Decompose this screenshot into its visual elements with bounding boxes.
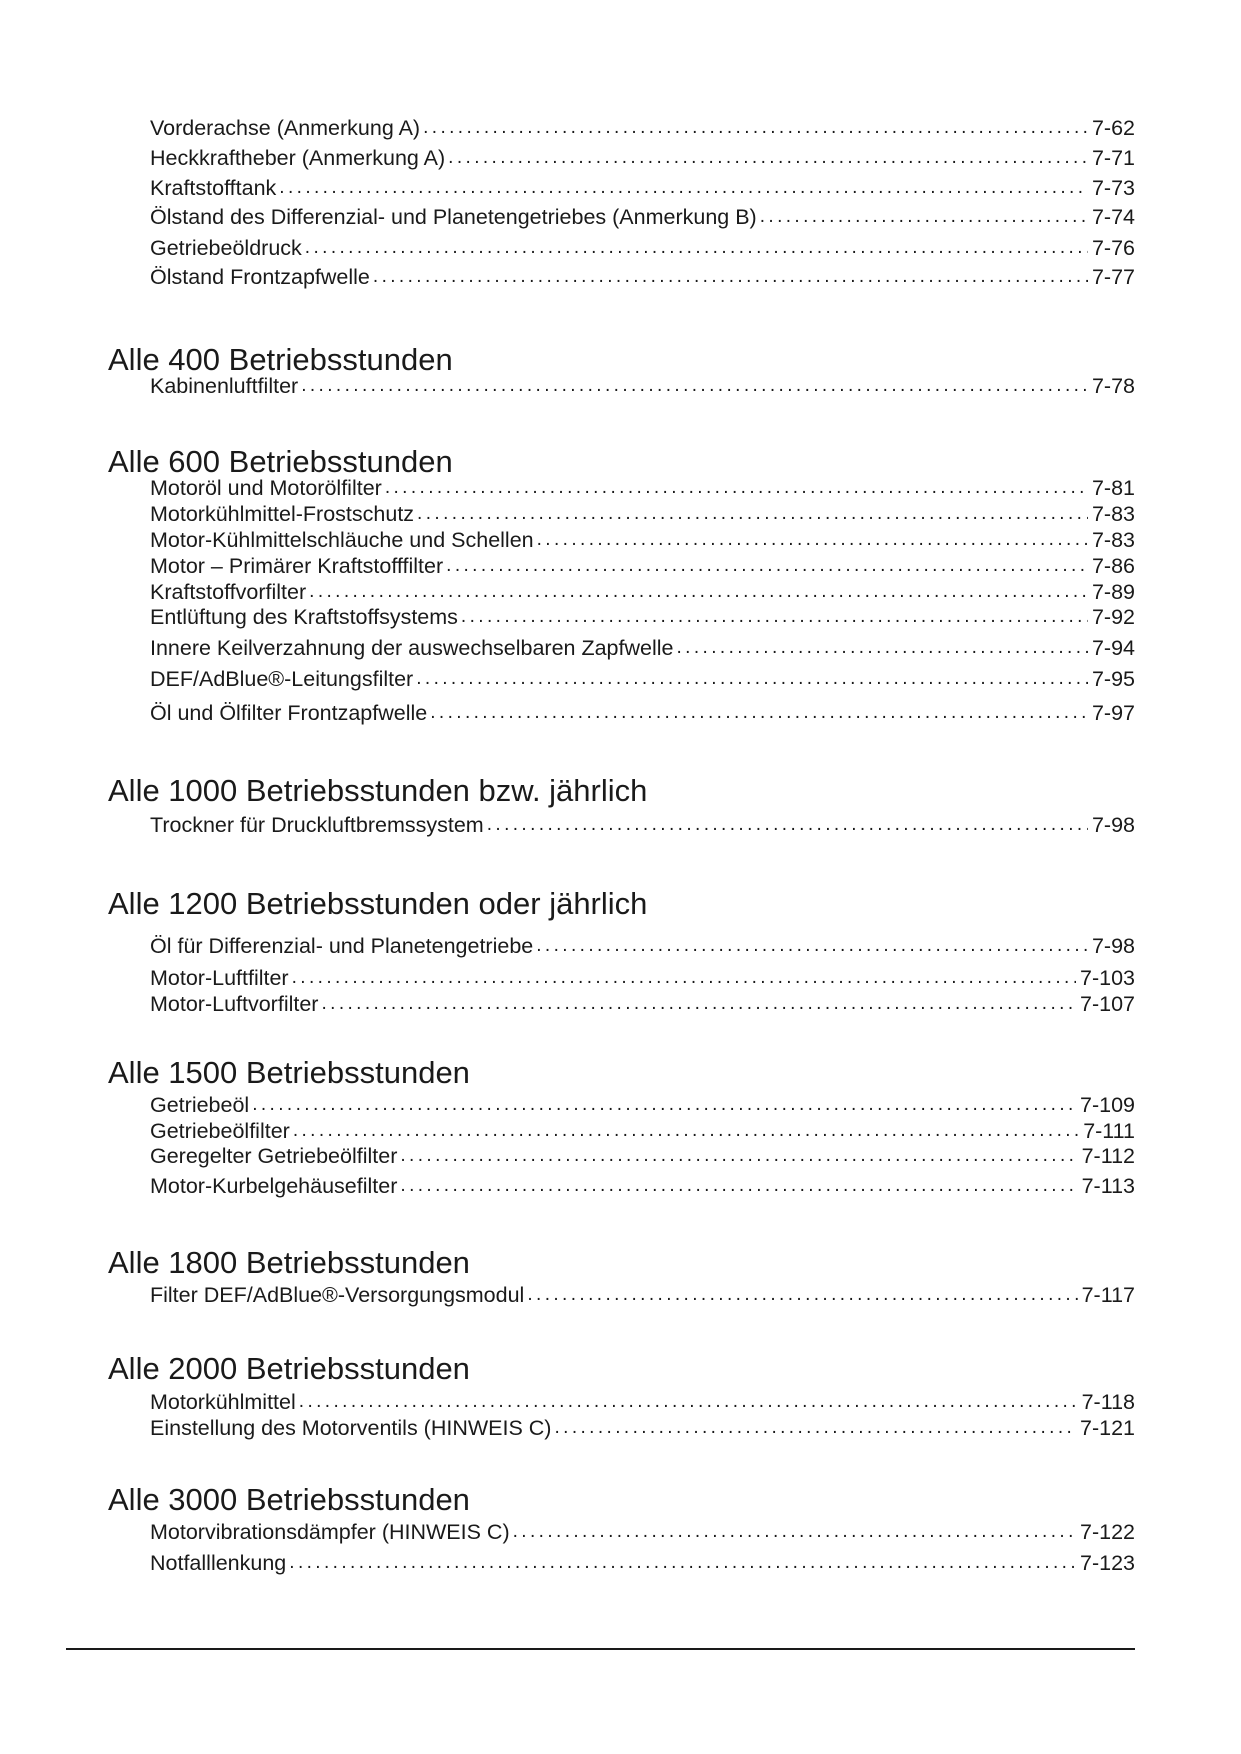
toc-entry-page: 7-71 [1091, 146, 1135, 170]
toc-entry-label: Öl für Differenzial- und Planetengetriebe [150, 934, 534, 958]
toc-entry[interactable] [150, 475, 1135, 501]
toc-entry-label: Motor-Kühlmittelschläuche und Schellen [150, 528, 534, 552]
dot-leader [527, 1282, 1077, 1308]
toc-entry-label: Motor-Kurbelgehäusefilter [150, 1174, 398, 1198]
toc-entry-page: 7-98 [1091, 934, 1135, 958]
toc-entry[interactable] [150, 527, 1135, 553]
toc-entry-page: 7-94 [1091, 636, 1135, 660]
dot-leader [461, 604, 1088, 630]
toc-entry-label: Kabinenluftfilter [150, 374, 299, 398]
toc-entry[interactable] [150, 635, 1135, 661]
toc-entry[interactable] [150, 1415, 1135, 1441]
toc-entry-label: DEF/AdBlue®-Leitungsfilter [150, 667, 414, 691]
dot-leader [321, 991, 1076, 1017]
dot-leader [385, 475, 1088, 501]
toc-entry-label: Einstellung des Motorventils (HINWEIS C) [150, 1416, 552, 1440]
dot-leader [293, 1118, 1079, 1144]
toc-entry[interactable] [150, 175, 1135, 201]
toc-entry[interactable] [150, 1173, 1135, 1199]
dot-leader [309, 579, 1088, 605]
toc-entry-page: 7-83 [1091, 528, 1135, 552]
toc-entry-label: Geregelter Getriebeölfilter [150, 1144, 398, 1168]
toc-entry-page: 7-77 [1091, 265, 1135, 289]
toc-entry-page: 7-95 [1091, 667, 1135, 691]
toc-entry-label: Getriebeöl [150, 1093, 250, 1117]
toc-entry[interactable] [150, 1092, 1135, 1118]
toc-entry-page: 7-103 [1080, 966, 1135, 990]
toc-entry[interactable] [150, 501, 1135, 527]
toc-entry[interactable] [150, 812, 1135, 838]
toc-entry-page: 7-123 [1080, 1551, 1135, 1575]
toc-entry-label: Kraftstoffvorfilter [150, 580, 307, 604]
toc-entry-page: 7-89 [1091, 580, 1135, 604]
toc-entry[interactable] [150, 1519, 1135, 1545]
toc-entry-label: Entlüftung des Kraftstoffsystems [150, 605, 458, 629]
toc-entry-label: Trockner für Druckluftbremssystem [150, 813, 484, 837]
toc-entry-label: Vorderachse (Anmerkung A) [150, 116, 421, 140]
toc-entry-label: Ölstand Frontzapfwelle [150, 265, 370, 289]
section-heading: Alle 1800 Betriebsstunden [108, 1245, 470, 1280]
dot-leader [423, 115, 1088, 141]
toc-entry-page: 7-122 [1080, 1520, 1135, 1544]
toc-entry-page: 7-98 [1091, 813, 1135, 837]
toc-entry[interactable] [150, 579, 1135, 605]
dot-leader [305, 235, 1088, 261]
toc-entry-page: 7-92 [1091, 605, 1135, 629]
dot-leader [513, 1519, 1076, 1545]
toc-entry-label: Motorkühlmittel [150, 1390, 296, 1414]
toc-entry[interactable] [150, 115, 1135, 141]
dot-leader [537, 527, 1088, 553]
dot-leader [677, 635, 1088, 661]
toc-entry[interactable] [150, 666, 1135, 692]
toc-entry-label: Getriebeöldruck [150, 236, 302, 260]
footer-divider [66, 1648, 1135, 1650]
toc-entry-label: Motoröl und Motorölfilter [150, 476, 382, 500]
dot-leader [430, 700, 1088, 726]
toc-entry-page: 7-73 [1091, 176, 1135, 200]
toc-entry-page: 7-112 [1081, 1144, 1135, 1168]
section-heading: Alle 400 Betriebsstunden [108, 342, 453, 377]
dot-leader [373, 264, 1088, 290]
dot-leader [416, 666, 1088, 692]
dot-leader [446, 553, 1088, 579]
dot-leader [289, 1550, 1076, 1576]
toc-entry[interactable] [150, 965, 1135, 991]
toc-entry[interactable] [150, 373, 1135, 399]
toc-entry-page: 7-83 [1091, 502, 1135, 526]
toc-entry[interactable] [150, 991, 1135, 1017]
toc-entry-label: Motor – Primärer Kraftstofffilter [150, 554, 444, 578]
toc-entry-label: Heckkraftheber (Anmerkung A) [150, 146, 446, 170]
toc-entry-label: Öl und Ölfilter Frontzapfwelle [150, 701, 428, 725]
toc-entry[interactable] [150, 553, 1135, 579]
toc-entry-page: 7-62 [1091, 116, 1135, 140]
toc-entry-label: Kraftstofftank [150, 176, 277, 200]
toc-entry-page: 7-121 [1080, 1416, 1135, 1440]
section-heading: Alle 600 Betriebsstunden [108, 444, 453, 479]
dot-leader [400, 1143, 1077, 1169]
toc-entry-label: Filter DEF/AdBlue®-Versorgungsmodul [150, 1283, 525, 1307]
dot-leader [760, 204, 1088, 230]
section-heading: Alle 1200 Betriebsstunden oder jährlich [108, 886, 648, 921]
toc-entry-label: Motor-Luftfilter [150, 966, 289, 990]
toc-entry-label: Motor-Luftvorfilter [150, 992, 319, 1016]
toc-entry[interactable] [150, 1143, 1135, 1169]
toc-entry-label: Ölstand des Differenzial- und Planetengetriebes (Anmerkung B) [150, 205, 757, 229]
dot-leader [400, 1173, 1077, 1199]
toc-entry-page: 7-74 [1091, 205, 1135, 229]
toc-entry[interactable] [150, 204, 1135, 230]
toc-entry[interactable] [150, 933, 1135, 959]
dot-leader [299, 1389, 1078, 1415]
toc-entry-label: Innere Keilverzahnung der auswechselbaren Zapfwelle [150, 636, 674, 660]
toc-entry-page: 7-113 [1081, 1174, 1135, 1198]
toc-entry[interactable] [150, 235, 1135, 261]
dot-leader [252, 1092, 1076, 1118]
dot-leader [554, 1415, 1076, 1441]
toc-entry-page: 7-76 [1091, 236, 1135, 260]
dot-leader [448, 145, 1088, 171]
toc-entry-page: 7-117 [1081, 1283, 1135, 1307]
toc-entry-page: 7-86 [1091, 554, 1135, 578]
dot-leader [417, 501, 1088, 527]
section-heading: Alle 3000 Betriebsstunden [108, 1482, 470, 1517]
dot-leader [292, 965, 1076, 991]
toc-entry[interactable] [150, 1118, 1135, 1144]
toc-entry-page: 7-78 [1091, 374, 1135, 398]
toc-entry-page: 7-97 [1091, 701, 1135, 725]
toc-entry-page: 7-111 [1083, 1119, 1135, 1143]
toc-entry-label: Getriebeölfilter [150, 1119, 290, 1143]
toc-entry[interactable] [150, 1550, 1135, 1576]
section-heading: Alle 2000 Betriebsstunden [108, 1351, 470, 1386]
toc-entry-page: 7-109 [1080, 1093, 1135, 1117]
toc-entry[interactable] [150, 700, 1135, 726]
toc-entry-label: Motorvibrationsdämpfer (HINWEIS C) [150, 1520, 510, 1544]
section-heading: Alle 1000 Betriebsstunden bzw. jährlich [108, 773, 648, 808]
section-heading: Alle 1500 Betriebsstunden [108, 1055, 470, 1090]
toc-entry-page: 7-107 [1080, 992, 1135, 1016]
toc-entry[interactable] [150, 264, 1135, 290]
dot-leader [487, 812, 1088, 838]
dot-leader [301, 373, 1088, 399]
toc-entry-label: Motorkühlmittel-Frostschutz [150, 502, 415, 526]
toc-entry[interactable] [150, 1389, 1135, 1415]
toc-entry[interactable] [150, 604, 1135, 630]
toc-entry-label: Notfalllenkung [150, 1551, 287, 1575]
toc-entry[interactable] [150, 1282, 1135, 1308]
dot-leader [279, 175, 1088, 201]
dot-leader [536, 933, 1088, 959]
toc-entry[interactable] [150, 145, 1135, 171]
toc-entry-page: 7-118 [1081, 1390, 1135, 1414]
toc-entry-page: 7-81 [1091, 476, 1135, 500]
